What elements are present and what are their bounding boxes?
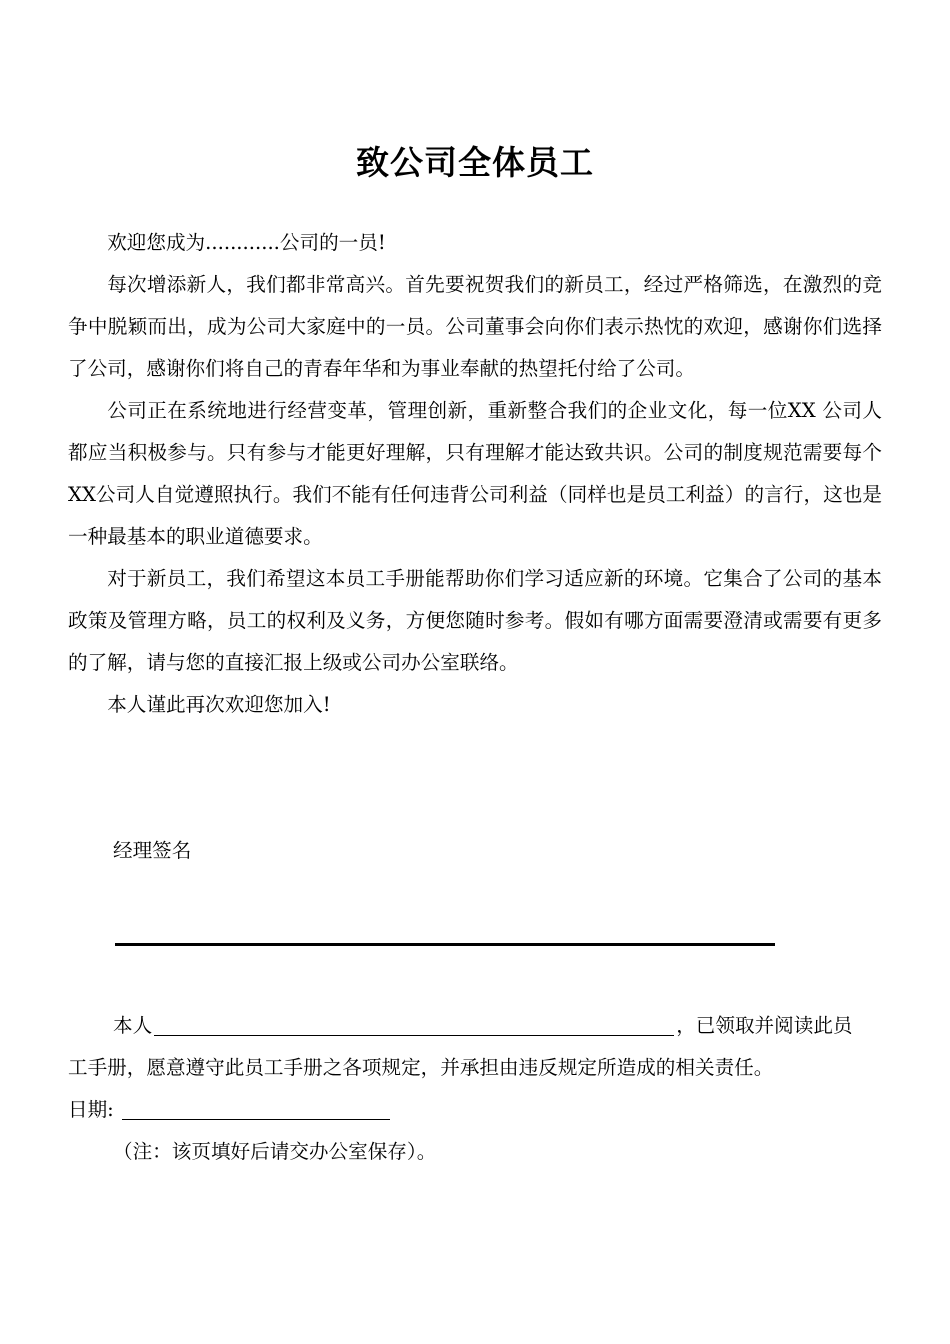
document-title: 致公司全体员工 xyxy=(356,143,594,182)
paragraph-welcome: 欢迎您成为............公司的一员! xyxy=(107,231,386,254)
paragraph-reform: 公司正在系统地进行经营变革，管理创新，重新整合我们的企业文化，每一位XX 公司人都应当积极参与。只有参与才能更好理解，只有理解才能达致共识。公司的制度规范需要每个XX公司人自觉遵照执行。我们不能有任何违背公司利益（同样也是员工利益）的言行，这也是一种最基本的职业道德要求。 xyxy=(68,399,882,548)
date-blank-field[interactable] xyxy=(122,1119,390,1120)
paragraph-congratulations: 每次增添新人，我们都非常高兴。首先要祝贺我们的新员工，经过严格筛选，在激烈的竞争中脱颖而出，成为公司大家庭中的一员。公司董事会向你们表示热忱的欢迎，感谢你们选择了公司，感谢你们将自己的青春年华和为事业奉献的热望托付给了公司。 xyxy=(68,273,882,380)
date-row xyxy=(68,1089,882,1131)
acknowledgement-prefix: 本人 xyxy=(113,1014,153,1037)
date-label: 日期: xyxy=(68,1098,114,1121)
paragraph-closing: 本人谨此再次欢迎您加入! xyxy=(107,693,331,716)
paragraph-handbook: 对于新员工，我们希望这本员工手册能帮助你们学习适应新的环境。它集合了公司的基本政策及管理方略，员工的权利及义务，方便您随时参考。假如有哪方面需要澄清或需要有更多的了解，请与您的直接汇报上级或公司办公室联络。 xyxy=(68,567,882,674)
letter-body xyxy=(68,222,882,726)
filing-note: （注：该页填好后请交办公室保存）。 xyxy=(113,1140,437,1163)
signature-label: 经理签名 xyxy=(113,839,192,862)
acknowledgement-section xyxy=(68,1005,882,1173)
name-blank-field[interactable] xyxy=(154,1035,674,1036)
acknowledgement-continuation: 工手册，愿意遵守此员工手册之各项规定，并承担由违反规定所造成的相关责任。 xyxy=(68,1056,774,1079)
acknowledgement-suffix: ，已领取并阅读此员 xyxy=(676,1014,853,1037)
signature-line[interactable] xyxy=(115,943,775,946)
acknowledgement-first-line xyxy=(68,1005,882,1047)
